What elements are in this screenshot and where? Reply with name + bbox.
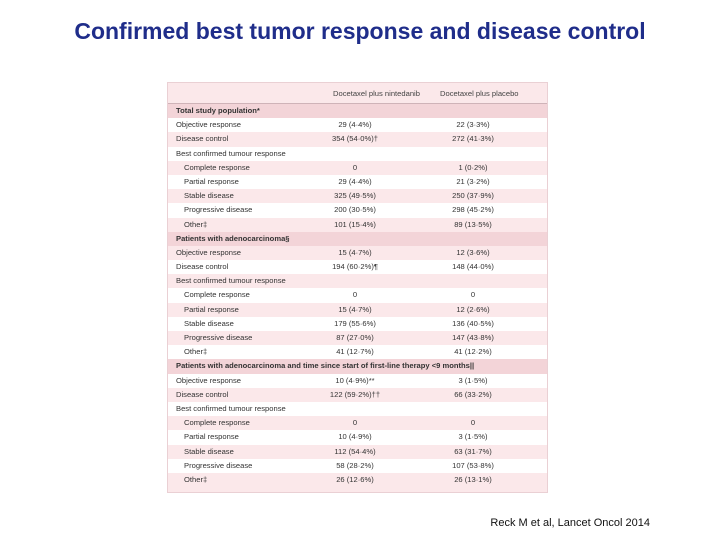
row-label: Complete response — [184, 162, 250, 172]
row-label: Progressive disease — [184, 460, 253, 470]
value-nintedanib: 194 (60·2%)¶ — [332, 262, 378, 272]
value-placebo: 107 (53·8%) — [452, 460, 494, 470]
value-placebo: 21 (3·2%) — [456, 176, 490, 186]
table-row — [168, 274, 547, 288]
table-row — [168, 118, 547, 132]
value-placebo: 3 (1·5%) — [458, 375, 488, 385]
table-section-row — [168, 232, 547, 246]
value-nintedanib: 0 — [352, 162, 358, 172]
value-nintedanib: 122 (59·2%)†† — [329, 389, 381, 399]
table-row — [168, 331, 547, 345]
value-nintedanib: 41 (12·7%) — [336, 347, 374, 357]
table-row — [168, 473, 547, 487]
value-nintedanib: 29 (4·4%) — [338, 120, 372, 130]
value-placebo: 250 (37·9%) — [452, 191, 494, 201]
row-label: Objective response — [176, 120, 242, 130]
value-placebo: 41 (12·2%) — [454, 347, 492, 357]
value-nintedanib: 101 (15·4%) — [334, 219, 376, 229]
value-nintedanib: 354 (54·0%)† — [331, 134, 378, 144]
value-nintedanib: 29 (4·4%) — [338, 176, 372, 186]
column-header-nintedanib: Docetaxel plus nintedanib — [333, 89, 420, 98]
table-row — [168, 388, 547, 402]
table-row — [168, 402, 547, 416]
table-row — [168, 345, 547, 359]
table-row — [168, 147, 547, 161]
row-label: Stable disease — [184, 318, 234, 328]
table-row — [168, 317, 547, 331]
row-label: Partial response — [184, 304, 239, 314]
table-section-row — [168, 104, 547, 118]
value-placebo: 147 (43·8%) — [452, 333, 494, 342]
table-row — [168, 288, 547, 302]
value-nintedanib: 26 (12·6%) — [336, 474, 374, 484]
row-label: Disease control — [176, 389, 229, 399]
row-label: Disease control — [176, 262, 229, 272]
row-label: Disease control — [176, 134, 229, 144]
table-row — [168, 246, 547, 260]
row-label: Patients with adenocarcinoma and time since start of first-line therapy <9 months|| — [176, 361, 475, 371]
table-section-row — [168, 359, 547, 373]
table-header — [168, 83, 547, 104]
table-row — [168, 416, 547, 430]
response-table — [167, 82, 548, 493]
table-row — [168, 175, 547, 189]
row-label: Complete response — [184, 418, 250, 428]
value-placebo: 298 (45·2%) — [452, 205, 494, 215]
row-label: Partial response — [184, 176, 239, 186]
row-label: Objective response — [176, 375, 242, 385]
value-placebo: 1 (0·2%) — [458, 162, 488, 172]
column-header-placebo: Docetaxel plus placebo — [440, 89, 519, 98]
value-nintedanib: 87 (27·0%) — [336, 333, 374, 342]
value-nintedanib: 58 (28·2%) — [336, 460, 374, 470]
value-nintedanib: 325 (49·5%) — [334, 191, 376, 201]
row-label: Total study population* — [176, 106, 260, 115]
row-label: Other‡ — [184, 474, 208, 484]
value-nintedanib: 0 — [352, 418, 358, 428]
table-row — [168, 203, 547, 217]
row-label: Partial response — [184, 432, 239, 442]
row-label: Progressive disease — [184, 205, 253, 215]
row-label: Objective response — [176, 247, 242, 257]
table-row — [168, 132, 547, 146]
row-label: Best confirmed tumour response — [176, 276, 286, 286]
value-nintedanib: 10 (4·9%) — [338, 432, 372, 442]
table-row — [168, 218, 547, 232]
citation: Reck M et al, Lancet Oncol 2014 — [490, 517, 650, 529]
value-placebo: 272 (41·3%) — [452, 134, 494, 144]
value-placebo: 3 (1·5%) — [458, 432, 488, 442]
row-label: Other‡ — [184, 219, 208, 229]
table-row — [168, 189, 547, 203]
value-placebo: 0 — [470, 418, 476, 428]
value-placebo: 136 (40·5%) — [452, 318, 494, 328]
value-placebo: 89 (13·5%) — [454, 219, 492, 229]
table-body — [168, 104, 547, 487]
value-placebo: 63 (31·7%) — [454, 446, 492, 456]
value-nintedanib: 0 — [352, 290, 358, 300]
row-label: Other‡ — [184, 347, 208, 357]
value-placebo: 12 (2·6%) — [456, 304, 490, 314]
table-row — [168, 161, 547, 175]
table-row — [168, 459, 547, 473]
page-title: Confirmed best tumor response and disease control — [74, 18, 646, 44]
row-label: Patients with adenocarcinoma§ — [176, 233, 290, 243]
row-label: Stable disease — [184, 446, 234, 456]
value-placebo: 12 (3·6%) — [456, 247, 490, 257]
value-nintedanib: 15 (4·7%) — [338, 304, 372, 314]
value-placebo: 148 (44·0%) — [452, 262, 494, 272]
table-row — [168, 430, 547, 444]
table-row — [168, 374, 547, 388]
row-label: Stable disease — [184, 191, 234, 201]
value-nintedanib: 200 (30·5%) — [334, 205, 376, 215]
row-label: Complete response — [184, 290, 250, 300]
value-nintedanib: 112 (54·4%) — [334, 446, 376, 456]
value-placebo: 22 (3·3%) — [456, 120, 490, 130]
table-row — [168, 445, 547, 459]
value-nintedanib: 15 (4·7%) — [338, 247, 372, 257]
value-placebo: 26 (13·1%) — [454, 474, 492, 484]
value-nintedanib: 179 (55·6%) — [334, 318, 376, 328]
value-placebo: 0 — [470, 290, 476, 300]
value-nintedanib: 10 (4·9%)** — [335, 375, 375, 385]
row-label: Progressive disease — [184, 333, 253, 342]
value-placebo: 66 (33·2%) — [454, 389, 492, 399]
table-row — [168, 260, 547, 274]
row-label: Best confirmed tumour response — [176, 403, 286, 413]
table-row — [168, 303, 547, 317]
row-label: Best confirmed tumour response — [176, 148, 286, 158]
